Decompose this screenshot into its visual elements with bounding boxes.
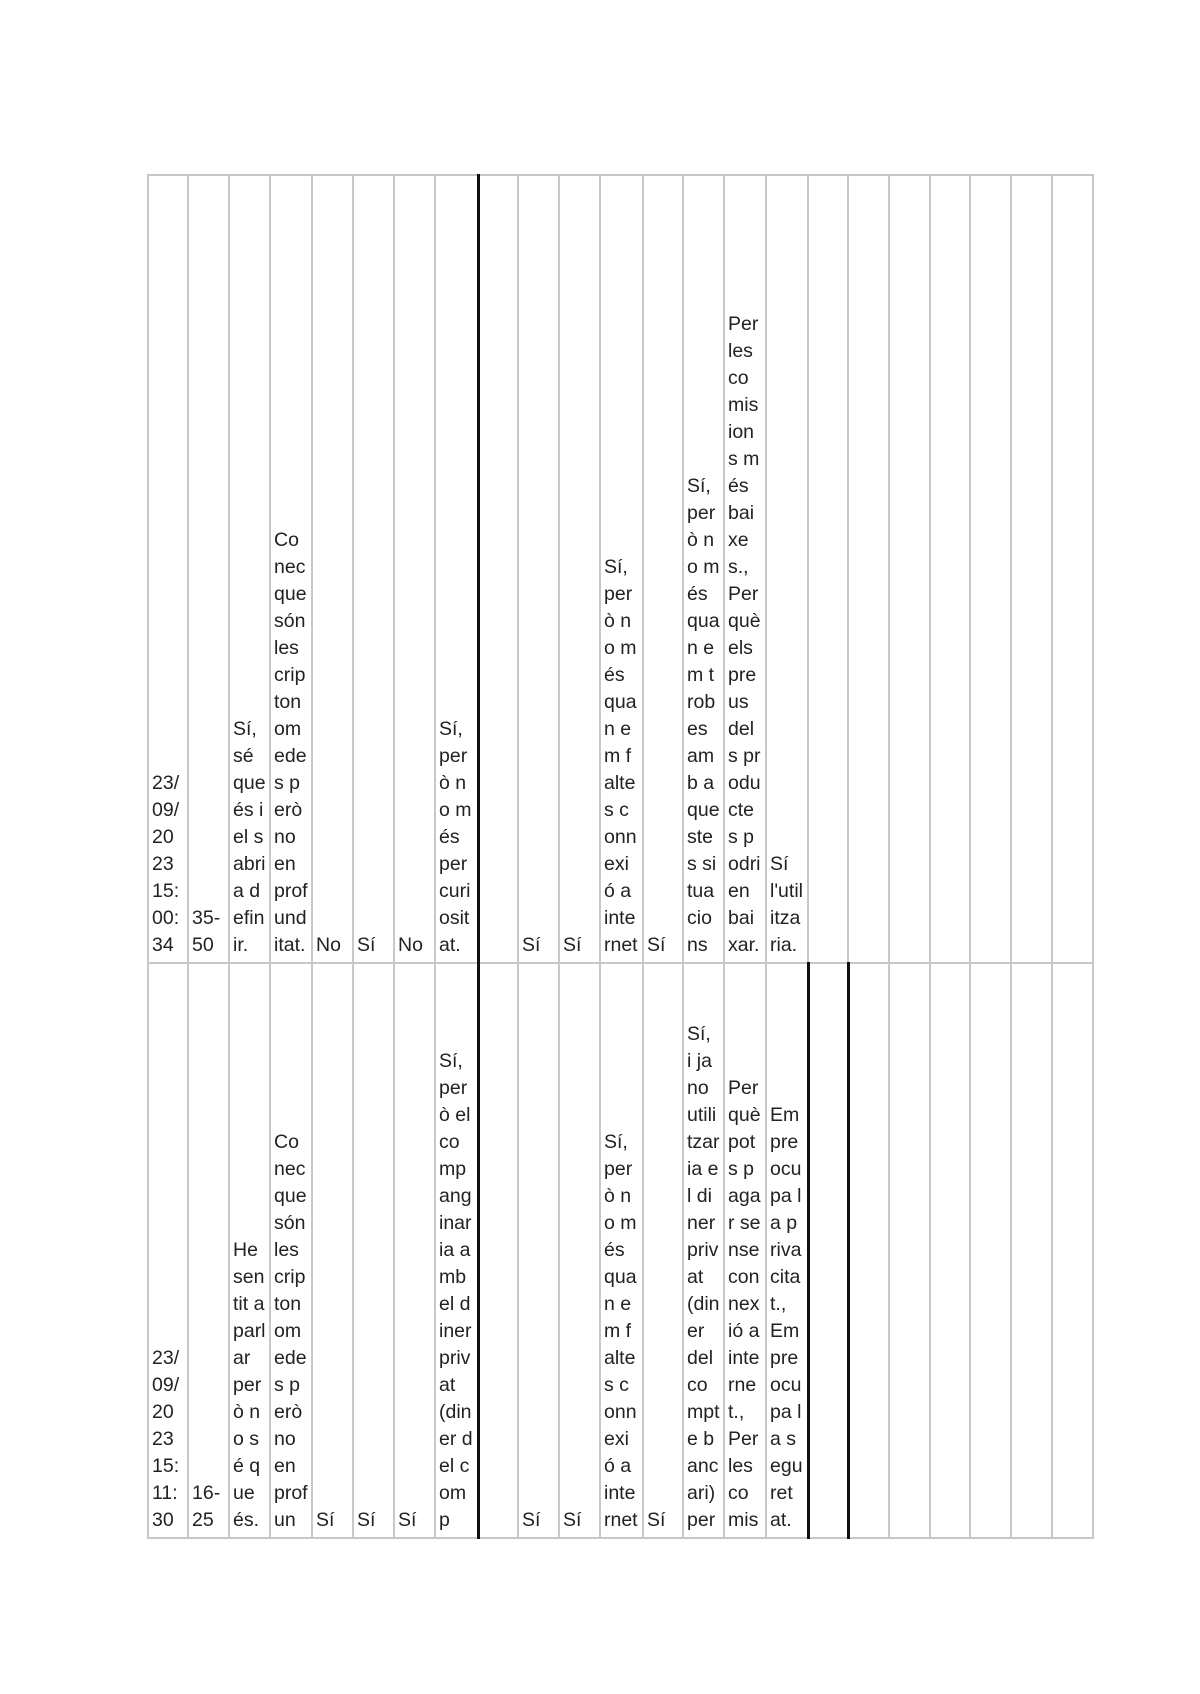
timestamp-cell[interactable]: 23/09/2023 15:00:34 <box>148 175 188 963</box>
response-cell[interactable]: Sí <box>353 963 394 1538</box>
response-cell[interactable] <box>478 175 518 963</box>
empty-cell[interactable] <box>889 963 930 1538</box>
response-cell[interactable] <box>478 963 518 1538</box>
empty-cell[interactable] <box>1052 963 1093 1538</box>
empty-cell[interactable] <box>1011 963 1052 1538</box>
response-cell[interactable]: Sí, però el companginaria amb el diner privat (diner del comp <box>435 963 478 1538</box>
response-cell[interactable]: Sí l'utilitzaria. <box>766 175 808 963</box>
empty-cell[interactable] <box>808 175 848 963</box>
response-cell[interactable]: Sí <box>518 963 559 1538</box>
table-row <box>148 963 1093 1538</box>
response-cell[interactable]: Sí, però no més quan em faltes connexió a internet <box>600 963 643 1538</box>
timestamp-cell[interactable]: 23/09/2023 15:11:30 <box>148 963 188 1538</box>
response-cell[interactable]: Sí <box>312 963 353 1538</box>
response-cell[interactable]: No <box>394 175 435 963</box>
response-cell[interactable]: He sentit a parlar però no sé que és. <box>229 963 270 1538</box>
response-cell[interactable]: Perquè pots pagar sense connexió a internet., Per les comis <box>724 963 766 1538</box>
response-cell[interactable]: Sí <box>353 175 394 963</box>
response-cell[interactable]: Sí, sé que és i el sabria definir. <box>229 175 270 963</box>
empty-cell[interactable] <box>930 175 970 963</box>
response-cell[interactable]: Sí <box>559 963 600 1538</box>
response-cell[interactable]: Sí <box>643 175 683 963</box>
empty-cell[interactable] <box>889 175 930 963</box>
response-cell[interactable]: Sí, i ja no utilitzaria el diner privat (diner del compte bancari) per <box>683 963 724 1538</box>
response-cell[interactable]: Conec que són les criptonomedes però no en profunditat. <box>270 175 312 963</box>
response-cell[interactable]: Sí <box>518 175 559 963</box>
response-cell[interactable]: No <box>312 175 353 963</box>
response-cell[interactable]: Sí, però no més quan em faltes connexió a internet <box>600 175 643 963</box>
age-range-cell[interactable]: 35-50 <box>188 175 229 963</box>
table-row <box>148 175 1093 963</box>
response-cell[interactable]: Sí <box>643 963 683 1538</box>
response-cell[interactable]: Conec que són les criptonomedes però no en profun <box>270 963 312 1538</box>
empty-cell[interactable] <box>1052 175 1093 963</box>
response-cell[interactable]: Sí <box>559 175 600 963</box>
response-cell[interactable]: Sí, però no més quan em trobes amb aquestes situacions <box>683 175 724 963</box>
response-cell[interactable]: Em preocupa la privacitat., Em preocupa la seguretat. <box>766 963 808 1538</box>
response-cell[interactable]: Sí, però no més per curiositat. <box>435 175 478 963</box>
empty-cell[interactable] <box>848 963 889 1538</box>
response-cell[interactable]: Sí <box>394 963 435 1538</box>
empty-cell[interactable] <box>1011 175 1052 963</box>
empty-cell[interactable] <box>848 175 889 963</box>
empty-cell[interactable] <box>970 175 1011 963</box>
response-cell[interactable]: Per les comisions més baixes., Perquè els preus dels productes podrien baixar. <box>724 175 766 963</box>
empty-cell[interactable] <box>808 963 848 1538</box>
empty-cell[interactable] <box>970 963 1011 1538</box>
empty-cell[interactable] <box>930 963 970 1538</box>
age-range-cell[interactable]: 16-25 <box>188 963 229 1538</box>
spreadsheet-table <box>147 174 1094 1539</box>
